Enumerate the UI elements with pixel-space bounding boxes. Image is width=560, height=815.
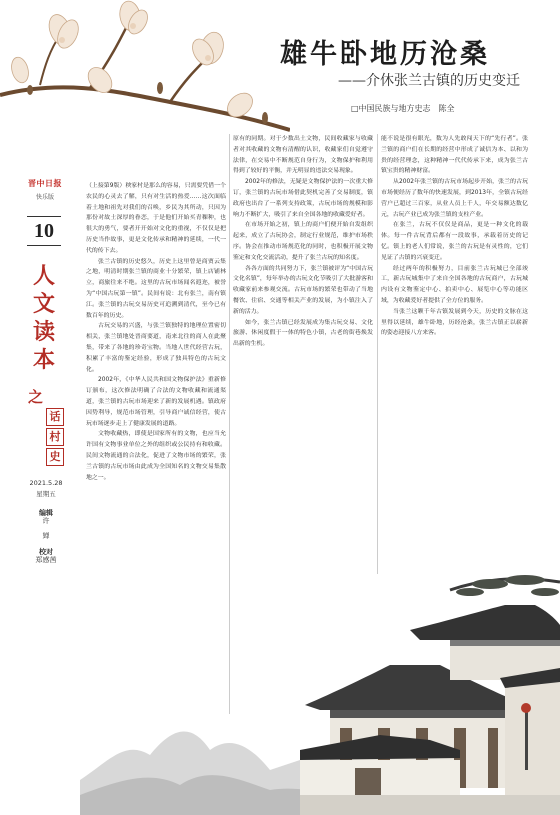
article-paragraph: 从2002年张兰镇的古玩市场起步开始，张兰的古玩市场便经历了数年的快速发展，到2013年，全镇古玩经营户已超过三百家，从业人员上千人，年交易额达数亿元，古玩产业已成为张兰镇的支柱产业。 xyxy=(381,179,528,218)
article-column-1 xyxy=(86,181,226,711)
article-paragraph: 经过两年的积极努力，目前张兰古玩城已全部竣工，新古玩城集中了来自全国各地的古玩商户，古玩城内设有文物鉴定中心、拍卖中心、展览中心等功能区域，为收藏爱好者提供了全方位的服务。 xyxy=(381,265,528,304)
page-masthead xyxy=(20,178,70,698)
column-name-char: 本 xyxy=(32,347,55,373)
article-title: 雄牛卧地历沧桑 xyxy=(280,39,490,70)
column-name-char: 文 xyxy=(32,291,55,317)
article-paragraph: （上接第9版）秧家村是那么的容易，只需要凭借一个农民的心灵去了解，只有对生活的热爱……这次面临着土地和祖先对我们的召唤，乡民为其所动，只因为那份对故土深厚的眷恋，于是他们开始买青稞种，也很大的勇气，要者开开始对文化的重视，不仅仅是把历史当作故事，更是文化传承和精神的延续，一代一代的传下去。 xyxy=(86,183,226,254)
credit-name: 许 xyxy=(42,517,50,525)
sub-column-char: 话 xyxy=(46,408,64,426)
newspaper-edition: 快乐版 xyxy=(35,194,54,201)
column-divider xyxy=(229,134,230,714)
newspaper-logo xyxy=(22,178,68,210)
column-name-char: 人 xyxy=(32,263,55,289)
article-paragraph: 在张兰，古玩不仅仅是商品，更是一种文化的载体。每一件古玩背后都有一段故事，承载着历史的记忆。镇上的老人们常说，张兰的古玩是有灵性的，它们见证了古镇的兴衰变迁。 xyxy=(381,222,528,261)
article-column-2 xyxy=(233,134,373,594)
sub-column-prefix: 之 xyxy=(28,388,44,406)
article-paragraph: 能不说是很有眼光，数为人先敢闯天下的“先行者”。张兰镇的商户们在长期的经营中形成了诚信为本、以和为贵的经营理念，这种精神一代代传承下来，成为张兰古镇宝贵的精神财富。 xyxy=(381,136,528,175)
article-paragraph: 原有的同期。对于少数出土文物，民间收藏家与收藏者对其收藏的文物有清醒的认识，收藏家们自觉遵守法律，在交易中不断规范自身行为，文物保护和利用得到了较好的平衡，并无明显的违法交易现象。 xyxy=(233,136,373,175)
article-paragraph: 2002年，《中华人民共和国文物保护法》重新修订颁布，这次修法明确了合法的文物收藏和流通渠道，张兰镇的古玩市场迎来了新的发展机遇。镇政府因势利导，规范市场管理，引导商户诚信经营，使古玩市场逐步走上了健康发展的道路。 xyxy=(86,377,226,427)
article-column-3 xyxy=(381,134,528,574)
courtyard-architecture-illustration xyxy=(300,570,560,815)
sub-column-char: 史 xyxy=(46,448,64,466)
sub-column-name xyxy=(26,388,64,468)
issue-weekday: 星期五 xyxy=(36,490,56,498)
sub-column-char: 村 xyxy=(46,428,64,446)
article-paragraph: 古玩交易的兴盛，与张兰镇独特的地理位置密切相关，张兰镇地处晋商要道，南来北往的商人在此聚集，带来了各地的珍奇宝物。当地人世代经营古玩，积累了丰富的鉴定经验，形成了独具特色的古玩文化。 xyxy=(86,323,226,373)
article-paragraph: 各各方面的共同努力下，张兰镇被评为“中国古玩文化名镇”，每年举办的古玩文化节吸引了大批游客和收藏家前来参观交流。古玩市场的繁荣也带动了当地餐饮、住宿、交通等相关产业的发展，为小镇注入了新的活力。 xyxy=(233,265,373,315)
credit-name: 郑感茜 xyxy=(35,556,57,564)
credit-role: 校对 xyxy=(39,547,53,556)
newspaper-name: 晋中日报 xyxy=(28,179,62,188)
column-name-char: 读 xyxy=(32,319,55,345)
credit-editor-2 xyxy=(34,532,58,541)
article-paragraph: 2002年的修法，无疑是文物保护法的一次重大修订，张兰镇的古玩市场借此契机完善了交易制度，镇政府也出台了一系列支持政策，古玩市场的规模和影响力不断扩大，吸引了来自全国各地的收藏爱好者。 xyxy=(233,179,373,218)
editor-credits xyxy=(34,508,58,571)
credit-role: 编辑 xyxy=(39,508,53,517)
issue-date-block xyxy=(24,478,68,500)
article-paragraph: 在市场开始之初，镇上的商户们便开始自发组织起来，成立了古玩协会，制定行业规范，维护市场秩序。协会在推动市场规范化的同时，也积极开展文物鉴定和文化交流活动，提升了张兰古玩的知名度。 xyxy=(233,222,373,261)
issue-date: 2021.5.28 xyxy=(29,479,63,487)
credit-name: 婵 xyxy=(42,532,50,540)
page-number: 10 xyxy=(27,216,61,246)
article-paragraph: 如今，张兰古镇已经发展成为集古玩交易、文化旅游、休闲度假于一体的特色小镇，古老的街巷焕发出新的生机。 xyxy=(233,319,373,348)
article-paragraph: 张兰古镇的历史悠久，历史上这里曾是商贾云集之地，明清时期张兰镇的商业十分繁荣，镇上店铺林立，商旅往来不绝。这里的古玩市场闻名遐迩，被誉为“中国古玩第一镇”。民间有说：北有张兰，南有镇江。张兰镇的古玩交易历史可追溯到清代，至今已有数百年的历史。 xyxy=(86,258,226,319)
article-byline: □中国民族与地方史志 陈全 xyxy=(351,104,455,113)
magnolia-branch-illustration xyxy=(0,0,290,150)
column-divider xyxy=(377,134,378,574)
credit-editor xyxy=(34,508,58,526)
article-paragraph: 文物收藏热，即使是国家所有的文物，也应当允许国有文物事业单位之外的组织或公民持有和收藏。民间文物流通的合法化，促进了文物市场的繁荣，张兰古镇的古玩市场由此成为全国知名的文物交易集散地之一。 xyxy=(86,431,226,481)
article-subtitle: ——介休张兰古镇的历史变迁 xyxy=(338,73,520,89)
credit-proofreader xyxy=(34,547,58,565)
article-paragraph: 当张兰这颗千年古镇发展到今天，历史的文脉在这里得以延续，雄牛卧地，历经沧桑，张兰古镇正以崭新的姿态迎接八方来客。 xyxy=(381,308,528,337)
column-name xyxy=(26,262,62,374)
